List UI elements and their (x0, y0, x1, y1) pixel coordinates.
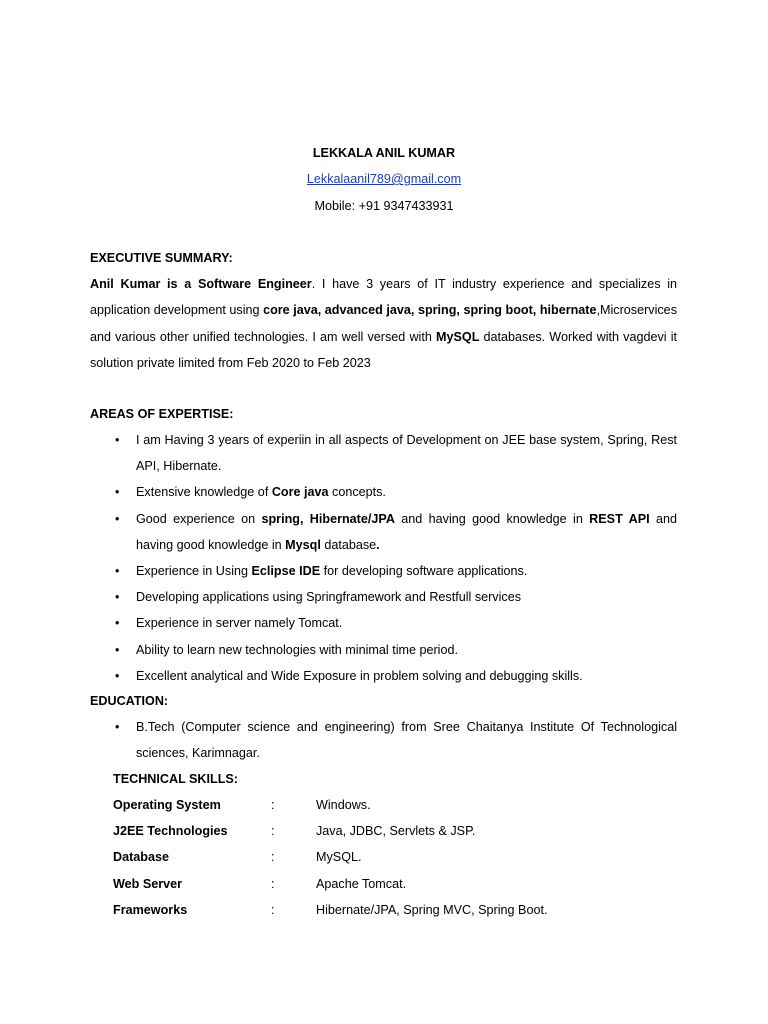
summary-text-3: databases. Worked with vagdevi it solution private limited from Feb 2020 to Feb 2023 (90, 329, 678, 370)
expertise-text: Experience in server namely Tomcat. (136, 616, 343, 631)
expertise-text: and having good knowledge in (136, 511, 677, 552)
expertise-bold: Core java (271, 485, 329, 500)
list-item (90, 610, 677, 636)
expertise-bold: Eclipse IDE (251, 564, 321, 579)
expertise-text: Developing applications using Springframework and Restfull services (136, 590, 522, 605)
list-item (90, 637, 677, 663)
skill-key: Frameworks (113, 903, 188, 917)
skill-separator: : (271, 824, 275, 838)
summary-paragraph (90, 271, 677, 376)
expertise-bold: spring, Hibernate/JPA (261, 511, 395, 526)
expertise-text: and having good knowledge in (394, 511, 590, 526)
candidate-name: LEKKALA ANIL KUMAR (312, 146, 456, 160)
list-item (90, 663, 677, 689)
skill-value: Windows. (316, 798, 371, 812)
skill-separator: : (271, 903, 275, 917)
skills-heading: TECHNICAL SKILLS: (113, 772, 239, 786)
list-item (90, 506, 677, 558)
list-item (90, 584, 677, 610)
skills-row (113, 850, 673, 870)
expertise-text: database (320, 537, 377, 552)
summary-heading: EXECUTIVE SUMMARY: (90, 251, 233, 265)
expertise-text: concepts. (328, 485, 386, 500)
expertise-text: Ability to learn new technologies with minimal time period. (136, 642, 458, 657)
expertise-bold: . (376, 537, 380, 552)
skill-value: Apache Tomcat. (316, 877, 407, 891)
expertise-text: I am Having 3 years of experiin in all aspects of Development on JEE base system, Spring, Rest API, Hibernate. (136, 433, 677, 474)
education-text: B.Tech (Computer science and engineering) from Sree Chaitanya Institute Of Technological sciences, Karimnagar. (136, 720, 677, 761)
skill-value: MySQL. (316, 850, 362, 864)
skills-row (113, 903, 673, 923)
skill-value: Java, JDBC, Servlets & JSP. (316, 824, 476, 838)
expertise-bold: Mysql (285, 537, 321, 552)
list-item (90, 479, 677, 505)
expertise-text: Excellent analytical and Wide Exposure in problem solving and debugging skills. (136, 668, 583, 683)
expertise-text: for developing software applications. (320, 564, 528, 579)
education-list (90, 714, 677, 766)
list-item (90, 427, 677, 479)
summary-bold-db: MySQL (436, 329, 480, 344)
mobile-number: Mobile: +91 9347433931 (314, 199, 454, 213)
summary-text-1: . I have 3 years of IT industry experience and specializes in application development using (90, 277, 678, 318)
skill-value: Hibernate/JPA, Spring MVC, Spring Boot. (316, 903, 548, 917)
expertise-text: Good experience on (136, 511, 262, 526)
skill-key: Database (113, 850, 170, 864)
expertise-list (90, 427, 677, 689)
list-item (90, 714, 677, 766)
email-line (0, 172, 768, 186)
skills-row (113, 798, 673, 818)
skill-separator: : (271, 877, 275, 891)
expertise-text: Extensive knowledge of (136, 485, 272, 500)
expertise-heading: AREAS OF EXPERTISE: (90, 407, 234, 421)
skill-key: Web Server (113, 877, 183, 891)
education-heading: EDUCATION: (90, 694, 169, 708)
summary-text-2: ,Microservices and various other unified technologies. I am well versed with (90, 303, 677, 344)
summary-bold-intro: Anil Kumar is a Software Engineer (90, 277, 312, 291)
list-item (90, 558, 677, 584)
skill-separator: : (271, 850, 275, 864)
skill-key: J2EE Technologies (113, 824, 228, 838)
skills-row (113, 877, 673, 897)
expertise-text: Experience in Using (136, 564, 252, 579)
skills-row (113, 824, 673, 844)
skill-separator: : (271, 798, 275, 812)
email-link[interactable]: Lekkalaanil789@gmail.com (306, 172, 462, 186)
skill-key: Operating System (113, 798, 221, 812)
expertise-bold: REST API (589, 511, 650, 526)
summary-bold-skills: core java, advanced java, spring, spring boot, hibernate (263, 303, 597, 318)
